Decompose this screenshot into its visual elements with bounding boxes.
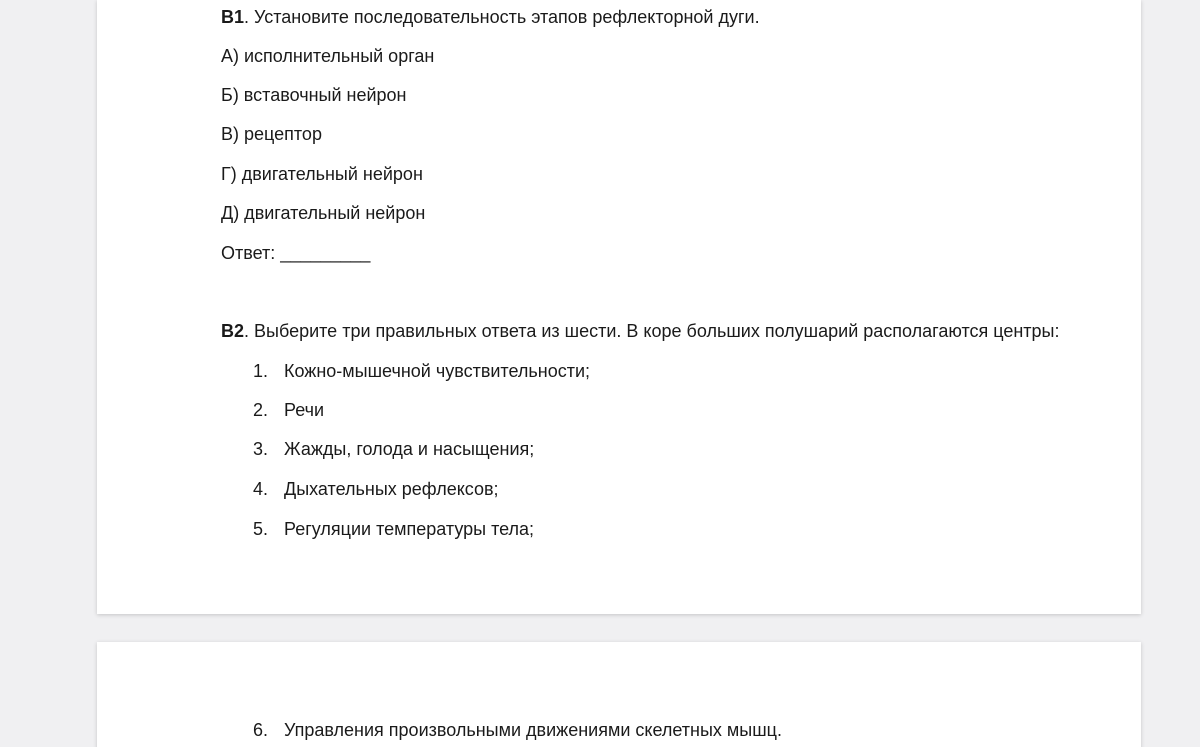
question-b1-label: В1 — [221, 7, 245, 27]
list-item-text: Дыхательных рефлексов; — [284, 479, 499, 499]
b1-option-g: Г) двигательный нейрон — [221, 164, 423, 184]
list-item-number: 1. — [253, 361, 269, 381]
question-b2-label: В2 — [221, 321, 245, 341]
list-item-number: 4. — [253, 479, 269, 499]
document-page-1 — [97, 0, 1141, 614]
question-b1-heading — [221, 6, 760, 28]
list-item-number: 6. — [253, 720, 269, 740]
question-b2-heading — [221, 320, 1059, 342]
question-b2-text: . Выберите три правильных ответа из шести. В коре больших полушарий располагаются центры: — [244, 321, 1060, 341]
list-item-text: Речи — [284, 400, 325, 420]
b1-answer-line: Ответ: _________ — [221, 243, 371, 263]
list-item-text: Управления произвольными движениями скелетных мышц. — [284, 720, 782, 740]
list-item-text: Регуляции температуры тела; — [284, 519, 535, 539]
b1-option-v: В) рецептор — [221, 124, 322, 144]
b1-option-a: А) исполнительный орган — [221, 46, 435, 66]
list-item-number: 2. — [253, 400, 269, 420]
b1-option-b: Б) вставочный нейрон — [221, 85, 407, 105]
question-b1-text: . Установите последовательность этапов рефлекторной дуги. — [244, 7, 760, 27]
b1-option-d: Д) двигательный нейрон — [221, 203, 426, 223]
list-item-text: Кожно-мышечной чувствительности; — [284, 361, 591, 381]
document-page-2 — [97, 642, 1141, 747]
list-item-number: 3. — [253, 439, 269, 459]
list-item-text: Жажды, голода и насыщения; — [284, 439, 535, 459]
list-item-number: 5. — [253, 519, 269, 539]
